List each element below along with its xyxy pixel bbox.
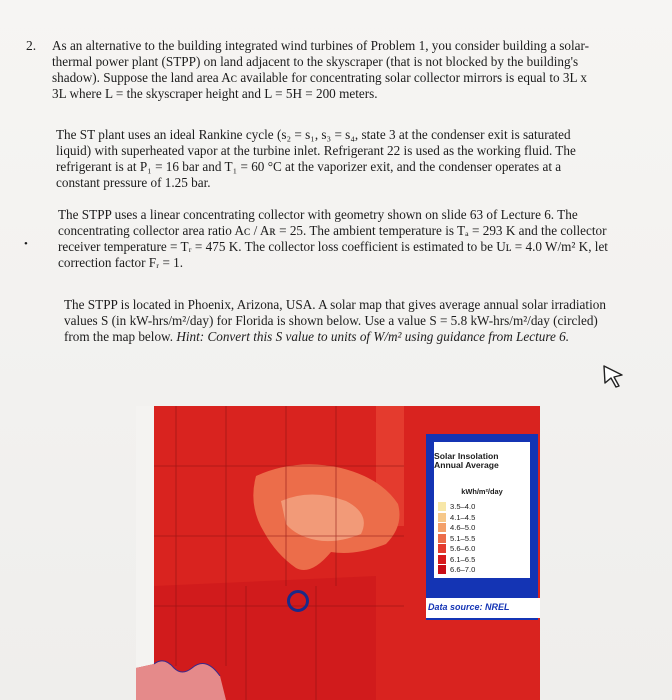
question-number: 2. <box>26 38 37 53</box>
hint-text: Hint: Convert this S value to units of W/m² using guidance from Lecture 6. <box>176 329 570 344</box>
legend-title-line: Solar Insolation <box>434 451 499 461</box>
map-legend <box>426 434 538 620</box>
text-line: correction factor Fᵣ = 1. <box>58 255 184 270</box>
text-line: liquid) with superheated vapor at the turbine inlet. Refrigerant 22 is used as the working fluid. The <box>56 143 576 158</box>
problem-intro-paragraph <box>52 38 632 102</box>
text-line: receiver temperature = Tᵣ = 475 K. The collector loss coefficient is estimated to be Uʟ = 4.0 W/m² K, let <box>58 239 608 254</box>
legend-range-label: 6.6–7.0 <box>450 565 476 574</box>
text-line: The STPP is located in Phoenix, Arizona, USA. A solar map that gives average annual solar irradiation <box>64 297 606 312</box>
legend-range-label: 3.5–4.0 <box>450 502 476 511</box>
text-line: 3L where L = the skyscraper height and L = 5H = 200 meters. <box>52 86 378 101</box>
legend-title <box>434 442 530 490</box>
text-line: The ST plant uses an ideal Rankine cycle (s₂ = s₁, s₃ = s₄, state 3 at the condenser exit is saturated <box>56 127 571 142</box>
text-line: concentrating collector area ratio Aᴄ / Aʀ = 25. The ambient temperature is Tₐ = 293 K and the collector <box>58 223 607 238</box>
text-line: The STPP uses a linear concentrating collector with geometry shown on slide 63 of Lecture 6. The <box>58 207 578 222</box>
legend-swatch <box>438 544 446 553</box>
legend-swatch <box>438 555 446 564</box>
mouse-cursor-icon <box>600 363 626 389</box>
legend-range-label: 5.1–5.5 <box>450 533 476 543</box>
legend-swatch <box>438 513 446 522</box>
data-source-text: Data source: NREL <box>428 602 510 612</box>
legend-range-label: 5.6–6.0 <box>450 544 476 553</box>
text-line: constant pressure of 1.25 bar. <box>56 175 211 190</box>
legend-swatch <box>438 502 446 511</box>
data-source-label <box>426 598 540 618</box>
legend-swatch <box>438 534 446 543</box>
text-line: thermal power plant (STPP) on land adjacent to the skyscraper (that is not blocked by the building's <box>52 54 579 69</box>
legend-range-label: 6.1–6.5 <box>450 554 476 564</box>
margin-mark: • <box>24 238 28 250</box>
text-line: from the map below. Hint: Convert this S value to units of W/m² using guidance from Lecture 6. <box>64 329 570 344</box>
text-line: refrigerant is at P₁ = 16 bar and T₁ = 60 °C at the vaporizer exit, and the condenser operates at a <box>56 159 562 174</box>
text-line: values S (in kW-hrs/m²/day) for Florida is shown below. Use a value S = 5.8 kW-hrs/m²/day (circled) <box>64 313 598 328</box>
location-paragraph <box>64 297 634 345</box>
text-line: As an alternative to the building integrated wind turbines of Problem 1, you consider building a solar- <box>52 38 590 53</box>
legend-swatch <box>438 523 446 532</box>
collector-paragraph <box>58 207 628 271</box>
legend-swatch <box>438 565 446 574</box>
phoenix-circle-marker <box>287 590 309 612</box>
legend-units: kWh/m²/day <box>461 487 503 496</box>
text-line: shadow). Suppose the land area Aᴄ available for concentrating solar collector mirrors is equal to 3L x <box>52 70 587 85</box>
legend-range-label: 4.1–4.5 <box>450 512 476 522</box>
legend-scale <box>434 486 530 578</box>
legend-title-line: Annual Average <box>434 460 499 470</box>
rankine-cycle-paragraph <box>56 127 616 191</box>
legend-range-label: 4.6–5.0 <box>450 523 476 532</box>
